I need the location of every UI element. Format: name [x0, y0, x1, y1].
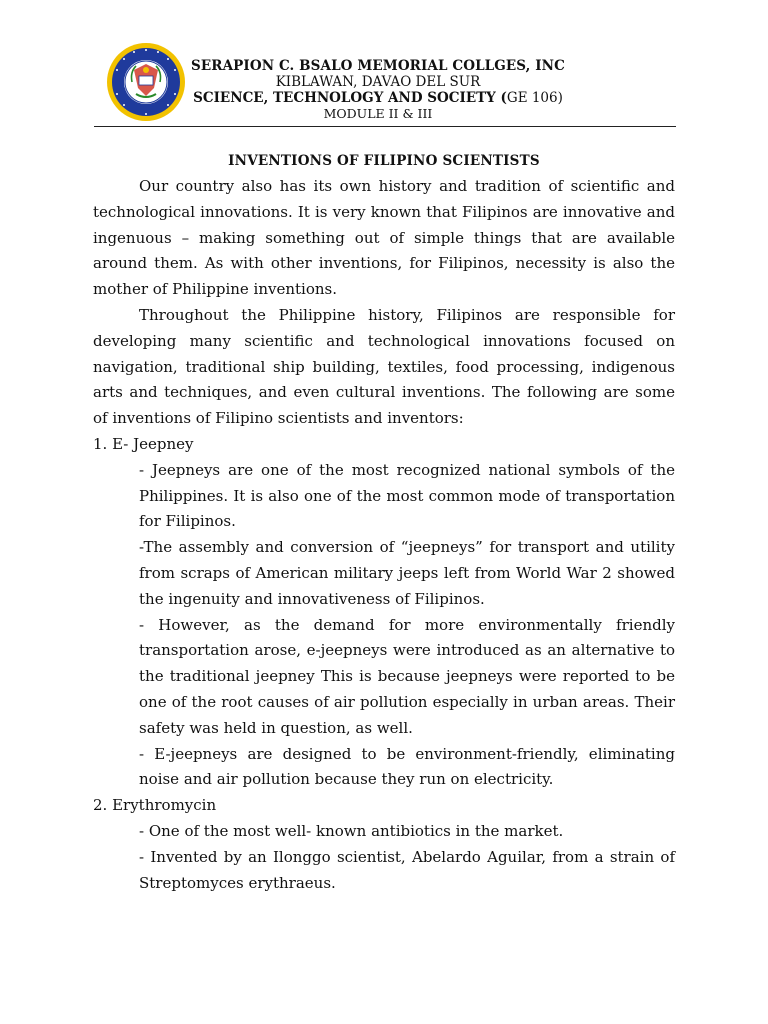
history-paragraph: Throughout the Philippine history, Filipinos are responsible for developing many scientific and technological innovations focused on navigation, traditional ship building, textiles, food processing, indigenous arts and techniques, and even cultural inventions. The following are some of inventions of Filipino scientists and inventors: — [93, 305, 675, 428]
course-subject-name: SCIENCE, TECHNOLOGY AND SOCIETY ( — [193, 90, 507, 106]
invention-heading: 1. E- Jeepney — [93, 434, 194, 453]
school-location: KIBLAWAN, DAVAO DEL SUR — [275, 74, 481, 90]
document-header — [94, 38, 676, 126]
invention-point: - However, as the demand for more environmentally friendly transportation arose, e-jeepneys were introduced as an alternative to the traditional jeepney This is because jeepneys were reported to be one of the root causes of air pollution especially in urban areas. Their safety was held in question, as well. — [139, 615, 675, 737]
course-subject-code: GE 106) — [506, 90, 563, 106]
invention-point: -The assembly and conversion of “jeepneys” for transport and utility from scraps of American military jeeps left from World War 2 showed the ingenuity and innovativeness of Filipinos. — [139, 538, 675, 608]
document-body — [93, 148, 675, 896]
intro-paragraph: Our country also has its own history and tradition of scientific and technological innovations. It is very known that Filipinos are innovative and ingenuous – making something out of simple things that are available around them. As with other inventions, for Filipinos, necessity is also the mother of Philippine inventions. — [93, 177, 675, 299]
course-subject — [190, 90, 566, 106]
invention-point: - One of the most well- known antibiotics in the market. — [139, 821, 564, 840]
invention-heading: 2. Erythromycin — [93, 796, 217, 815]
school-name: SERAPION C. BSALO MEMORIAL COLLGES, INC — [191, 58, 565, 74]
module-label: MODULE II & III — [323, 106, 433, 121]
invention-point: - Jeepneys are one of the most recognized national symbols of the Philippines. It is also one of the most common mode of transportation for Filipinos. — [139, 460, 675, 531]
header-divider — [94, 126, 676, 127]
invention-point: - Invented by an Ilonggo scientist, Abelardo Aguilar, from a strain of Streptomyces erythraeus. — [139, 847, 675, 892]
document-title: INVENTIONS OF FILIPINO SCIENTISTS — [228, 153, 540, 169]
school-info — [190, 58, 566, 122]
school-seal-logo — [106, 42, 186, 122]
invention-point: - E-jeepneys are designed to be environment-friendly, eliminating noise and air pollution because they run on electricity. — [139, 744, 675, 789]
